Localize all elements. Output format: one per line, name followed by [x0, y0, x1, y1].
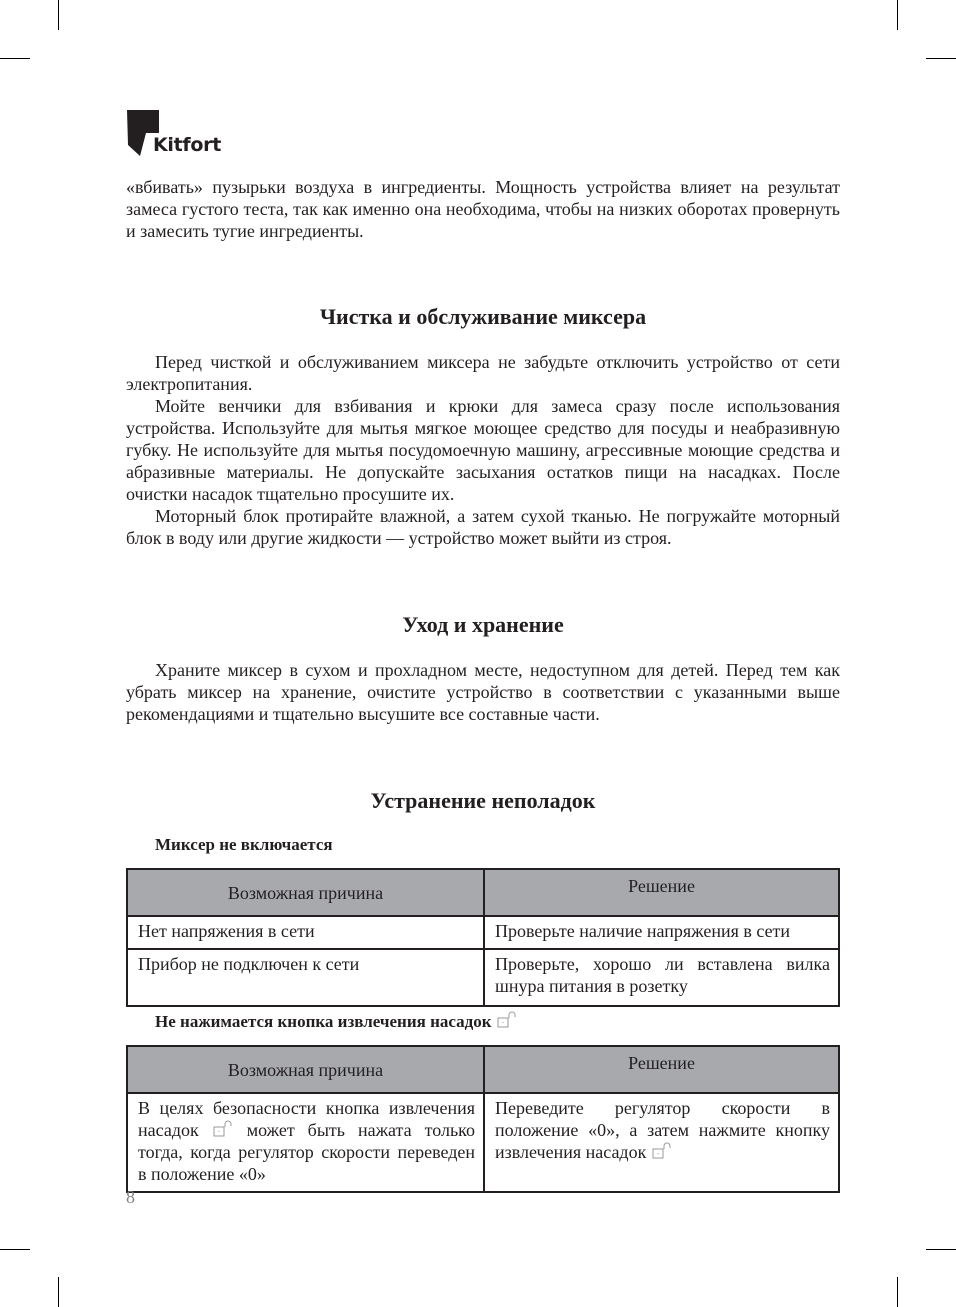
- problem-title: [126, 1011, 840, 1033]
- cell-solution: [484, 1093, 839, 1192]
- problem-title: Миксер не включается: [155, 835, 333, 854]
- crop-mark: [926, 58, 956, 59]
- cell-cause: [127, 1093, 484, 1192]
- storage-body: [126, 659, 840, 725]
- section-troubleshooting: [126, 788, 840, 814]
- crop-mark: [0, 58, 30, 59]
- crop-mark: [897, 0, 898, 30]
- crop-mark: [58, 0, 59, 30]
- crop-mark: [897, 1277, 898, 1307]
- cause-text: В целях безопасности кнопка извлечения насадок: [138, 1098, 475, 1140]
- troubleshooting-table: [126, 1045, 840, 1193]
- solution-text: Переведите регулятор скорости в положение «0», а затем нажмите кнопку извлечения насадок: [495, 1098, 830, 1162]
- intro-paragraph: «вбивать» пузырьки воздуха в ингредиенты. Мощность устройства влияет на результат замеса густого теста, так как именно она необходима, чтобы на низких оборотах провернуть и замесить тугие ингредиенты.: [126, 177, 840, 241]
- table-row: [127, 949, 839, 1006]
- section-title: Чистка и обслуживание миксера: [319, 304, 647, 329]
- problem-2: [126, 1011, 840, 1033]
- brand-logo: [126, 110, 226, 160]
- unlock-icon: [651, 1142, 673, 1160]
- header-cause: Возможная причина: [127, 869, 484, 916]
- section-cleaning: [126, 304, 840, 330]
- header-solution: Решение: [484, 869, 839, 916]
- unlock-icon: [212, 1120, 234, 1138]
- cell-solution: Проверьте наличие напряжения в сети: [484, 916, 839, 949]
- page-number: 8: [126, 1187, 135, 1207]
- brand-name: Kitfort: [153, 134, 221, 156]
- section-storage: [126, 612, 840, 638]
- crop-mark: [926, 1249, 956, 1250]
- unlock-icon: [496, 1011, 518, 1029]
- paragraph: Храните миксер в сухом и прохладном месте, недоступном для детей. Перед тем как убрать миксер на хранение, очистите устройство в соответствии с указанными выше рекомендациями и тщательно высушите все составные части.: [126, 660, 840, 724]
- problem-title-text: Не нажимается кнопка извлечения насадок: [155, 1012, 492, 1031]
- problem-1: [126, 834, 840, 856]
- table-header-row: [127, 869, 839, 916]
- troubleshooting-table: [126, 868, 840, 1007]
- section-title: Устранение неполадок: [370, 788, 596, 813]
- section-title: Уход и хранение: [402, 612, 564, 637]
- table-row: [127, 916, 839, 949]
- cell-solution: Проверьте, хорошо ли вставлена вилка шнура питания в розетку: [484, 949, 839, 1006]
- intro-block: [126, 176, 840, 242]
- paragraph: Мойте венчики для взбивания и крюки для замеса сразу после использования устройства. Используйте для мытья мягкое моющее средство для посуды и неабразивную губку. Не используйте для мытья посудомоечную машину, агрессивные моющие средства и абразивные материалы. Не допускайте засыхания остатков пищи на насадках. После очистки насадок тщательно просушите их.: [126, 396, 840, 504]
- cleaning-body: [126, 351, 840, 549]
- paragraph: Моторный блок протирайте влажной, а затем сухой тканью. Не погружайте моторный блок в воду или другие жидкости — устройство может выйти из строя.: [126, 506, 840, 548]
- problem-2-table-wrap: [126, 1045, 840, 1193]
- table-row: [127, 1093, 839, 1192]
- header-solution: Решение: [484, 1046, 839, 1093]
- problem-1-table-wrap: [126, 868, 840, 1007]
- cell-cause: Прибор не подключен к сети: [127, 949, 484, 1006]
- cell-cause: Нет напряжения в сети: [127, 916, 484, 949]
- table-header-row: [127, 1046, 839, 1093]
- crop-mark: [0, 1249, 30, 1250]
- paragraph: Перед чисткой и обслуживанием миксера не забудьте отключить устройство от сети электропитания.: [126, 352, 840, 394]
- crop-mark: [58, 1277, 59, 1307]
- cause-text: может быть нажата только тогда, когда регулятор скорости переведен в положение «0»: [138, 1120, 476, 1184]
- header-cause: Возможная причина: [127, 1046, 484, 1093]
